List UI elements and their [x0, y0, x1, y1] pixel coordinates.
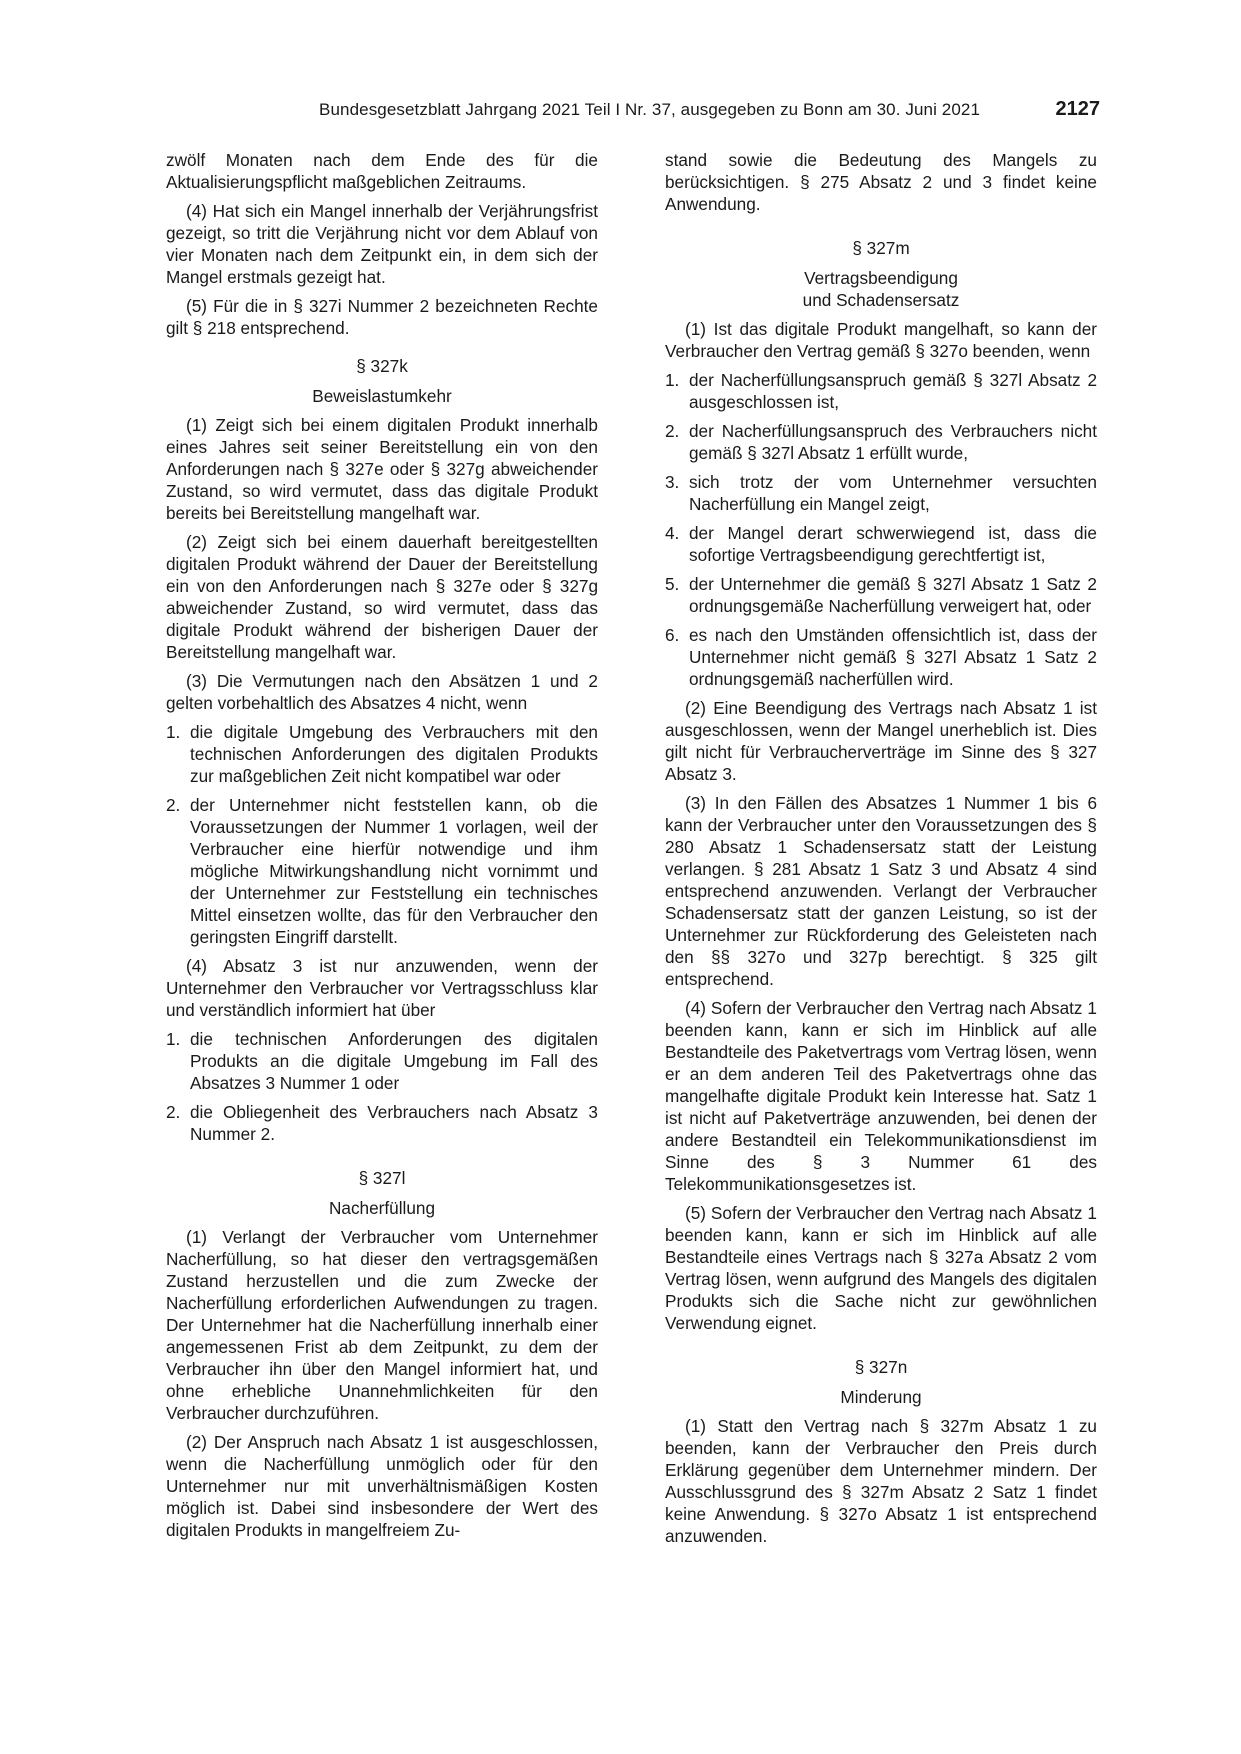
section-title [665, 267, 1097, 311]
section-title: Beweislastumkehr [312, 386, 452, 406]
paragraph: (2) Eine Beendigung des Vertrags nach Absatz 1 ist ausgeschlossen, wenn der Mangel unerheblich ist. Dies gilt nicht für Verbraucherverträge im Sinne des § 327 Absatz 3. [665, 698, 1097, 784]
paragraph: zwölf Monaten nach dem Ende des für die Aktualisierungspflicht maßgeblichen Zeitraums. [166, 150, 598, 192]
section-title-line: und Schadensersatz [802, 290, 960, 310]
section-title: Minderung [840, 1387, 922, 1407]
list-item: 2. die Obliegenheit des Verbrauchers nach Absatz 3 Nummer 2. [166, 1102, 598, 1144]
section-number: § 327m [852, 238, 910, 258]
paragraph: (1) Verlangt der Verbraucher vom Unternehmer Nacherfüllung, so hat dieser den vertragsgemäßen Zustand herzustellen und die zum Zwecke der Nacherfüllung erforderlichen Aufwendungen zu tragen. Der Unternehmer hat die Nacherfüllung innerhalb einer angemessenen Frist ab dem Zeitpunkt, zu dem der Verbraucher ihn über den Mangel informiert hat, und ohne erhebliche Unannehmlichkeiten für den Verbraucher durchzuführen. [166, 1227, 598, 1423]
paragraph: (4) Absatz 3 ist nur anzuwenden, wenn der Unternehmer den Verbraucher vor Vertragsschluss klar und verständlich informiert hat über [166, 956, 598, 1020]
left-column [166, 149, 598, 1548]
paragraph: (5) Sofern der Verbraucher den Vertrag nach Absatz 1 beenden kann, kann er sich im Hinblick auf alle Bestandteile eines Vertrags nach § 327a Absatz 2 vom Vertrag lösen, wenn aufgrund des Mangels des digitalen Produkts sich die Sache nicht zur gewöhnlichen Verwendung eignet. [665, 1203, 1097, 1333]
list-item: 5. der Unternehmer die gemäß § 327l Absatz 1 Satz 2 ordnungsgemäße Nacherfüllung verweigert hat, oder [665, 574, 1097, 616]
page-header [163, 98, 1100, 124]
paragraph: stand sowie die Bedeutung des Mangels zu berücksichtigen. § 275 Absatz 2 und 3 findet keine Anwendung. [665, 150, 1097, 214]
list-item: 1. die technischen Anforderungen des digitalen Produkts an die digitale Umgebung im Fall des Absatzes 3 Nummer 1 oder [166, 1029, 598, 1093]
list-item: 2. der Unternehmer nicht feststellen kann, ob die Voraussetzungen der Nummer 1 vorlagen, weil der Verbraucher eine hierfür notwendige und ihm mögliche Mitwirkungshandlung nicht vornimmt und der Unternehmer zur Feststellung ein technisches Mittel einsetzen wollte, das für den Verbraucher den geringsten Eingriff darstellt. [166, 795, 598, 947]
paragraph: (2) Zeigt sich bei einem dauerhaft bereitgestellten digitalen Produkt während der Dauer der Bereitstellung ein von den Anforderungen nach § 327e oder § 327g abweichender Zustand, so wird vermutet, dass das digitale Produkt während der bisherigen Dauer der Bereitstellung mangelhaft war. [166, 532, 598, 662]
list-item: 4. der Mangel derart schwerwiegend ist, dass die sofortige Vertragsbeendigung gerechtfertigt ist, [665, 523, 1097, 565]
list-item: 1. die digitale Umgebung des Verbrauchers mit den technischen Anforderungen des digitalen Produkts zur maßgeblichen Zeit nicht kompatibel war oder [166, 722, 598, 786]
right-column [665, 149, 1097, 1554]
paragraph: (1) Zeigt sich bei einem digitalen Produkt innerhalb eines Jahres seit seiner Bereitstellung ein von den Anforderungen nach § 327e oder § 327g abweichender Zustand, so wird vermutet, dass das digitale Produkt bereits bei Bereitstellung mangelhaft war. [166, 415, 598, 523]
paragraph: (2) Der Anspruch nach Absatz 1 ist ausgeschlossen, wenn die Nacherfüllung unmöglich oder für den Unternehmer nur mit unverhältnismäßigen Kosten möglich ist. Dabei sind insbesondere der Wert des digitalen Produkts in mangelfreiem Zu- [166, 1432, 598, 1540]
section-number: § 327l [358, 1168, 406, 1188]
list-item: 2. der Nacherfüllungsanspruch des Verbrauchers nicht gemäß § 327l Absatz 1 erfüllt wurde, [665, 421, 1097, 463]
paragraph: (1) Statt den Vertrag nach § 327m Absatz 1 zu beenden, kann der Verbraucher den Preis durch Erklärung gegenüber dem Unternehmer mindern. Der Ausschlussgrund des § 327m Absatz 2 Satz 1 findet keine Anwendung. § 327o Absatz 1 ist entsprechend anzuwenden. [665, 1416, 1097, 1546]
list-item: 6. es nach den Umständen offensichtlich ist, dass der Unternehmer nicht gemäß § 327l Absatz 1 Satz 2 ordnungsgemäß nacherfüllen wird. [665, 625, 1097, 689]
numbered-list [166, 721, 598, 948]
list-item: 3. sich trotz der vom Unternehmer versuchten Nacherfüllung ein Mangel zeigt, [665, 472, 1097, 514]
paragraph: (4) Sofern der Verbraucher den Vertrag nach Absatz 1 beenden kann, kann er sich im Hinblick auf alle Bestandteile des Paketvertrags vom Vertrag lösen, wenn er an dem anderen Teil des Paketvertrags ohne das mangelhafte digitale Produkt kein Interesse hat. Satz 1 ist nicht auf Paketverträge anzuwenden, bei denen der andere Bestandteil ein Telekommunikationsdienst im Sinne des § 3 Nummer 61 des Telekommunikationsgesetzes ist. [665, 998, 1097, 1194]
paragraph: (3) Die Vermutungen nach den Absätzen 1 und 2 gelten vorbehaltlich des Absatzes 4 nicht, wenn [166, 671, 598, 713]
section-number: § 327n [854, 1357, 908, 1377]
section-title-line: Vertragsbeendigung [804, 268, 958, 288]
paragraph: (5) Für die in § 327i Nummer 2 bezeichneten Rechte gilt § 218 entsprechend. [166, 296, 598, 338]
paragraph: (3) In den Fällen des Absatzes 1 Nummer 1 bis 6 kann der Verbraucher unter den Voraussetzungen des § 280 Absatz 1 Schadensersatz statt der Leistung verlangen. § 281 Absatz 1 Satz 3 und Absatz 4 sind entsprechend anzuwenden. Verlangt der Verbraucher Schadensersatz statt der ganzen Leistung, so ist der Unternehmer zur Rückforderung des Geleisteten nach den §§ 327o und 327p berechtigt. § 325 gilt entsprechend. [665, 793, 1097, 989]
numbered-list [166, 1028, 598, 1145]
gazette-title: Bundesgesetzblatt Jahrgang 2021 Teil I Nr. 37, ausgegeben zu Bonn am 30. Juni 2021 [319, 100, 980, 119]
section-number: § 327k [356, 356, 408, 376]
list-item: 1. der Nacherfüllungsanspruch gemäß § 327l Absatz 2 ausgeschlossen ist, [665, 370, 1097, 412]
page-number: 2127 [1055, 98, 1100, 120]
paragraph: (4) Hat sich ein Mangel innerhalb der Verjährungsfrist gezeigt, so tritt die Verjährung nicht vor dem Ablauf von vier Monaten nach dem Zeitpunkt ein, in dem sich der Mangel erstmals gezeigt hat. [166, 201, 598, 287]
numbered-list [665, 369, 1097, 690]
paragraph: (1) Ist das digitale Produkt mangelhaft, so kann der Verbraucher den Vertrag gemäß § 327o beenden, wenn [665, 319, 1097, 361]
section-title: Nacherfüllung [328, 1198, 436, 1218]
